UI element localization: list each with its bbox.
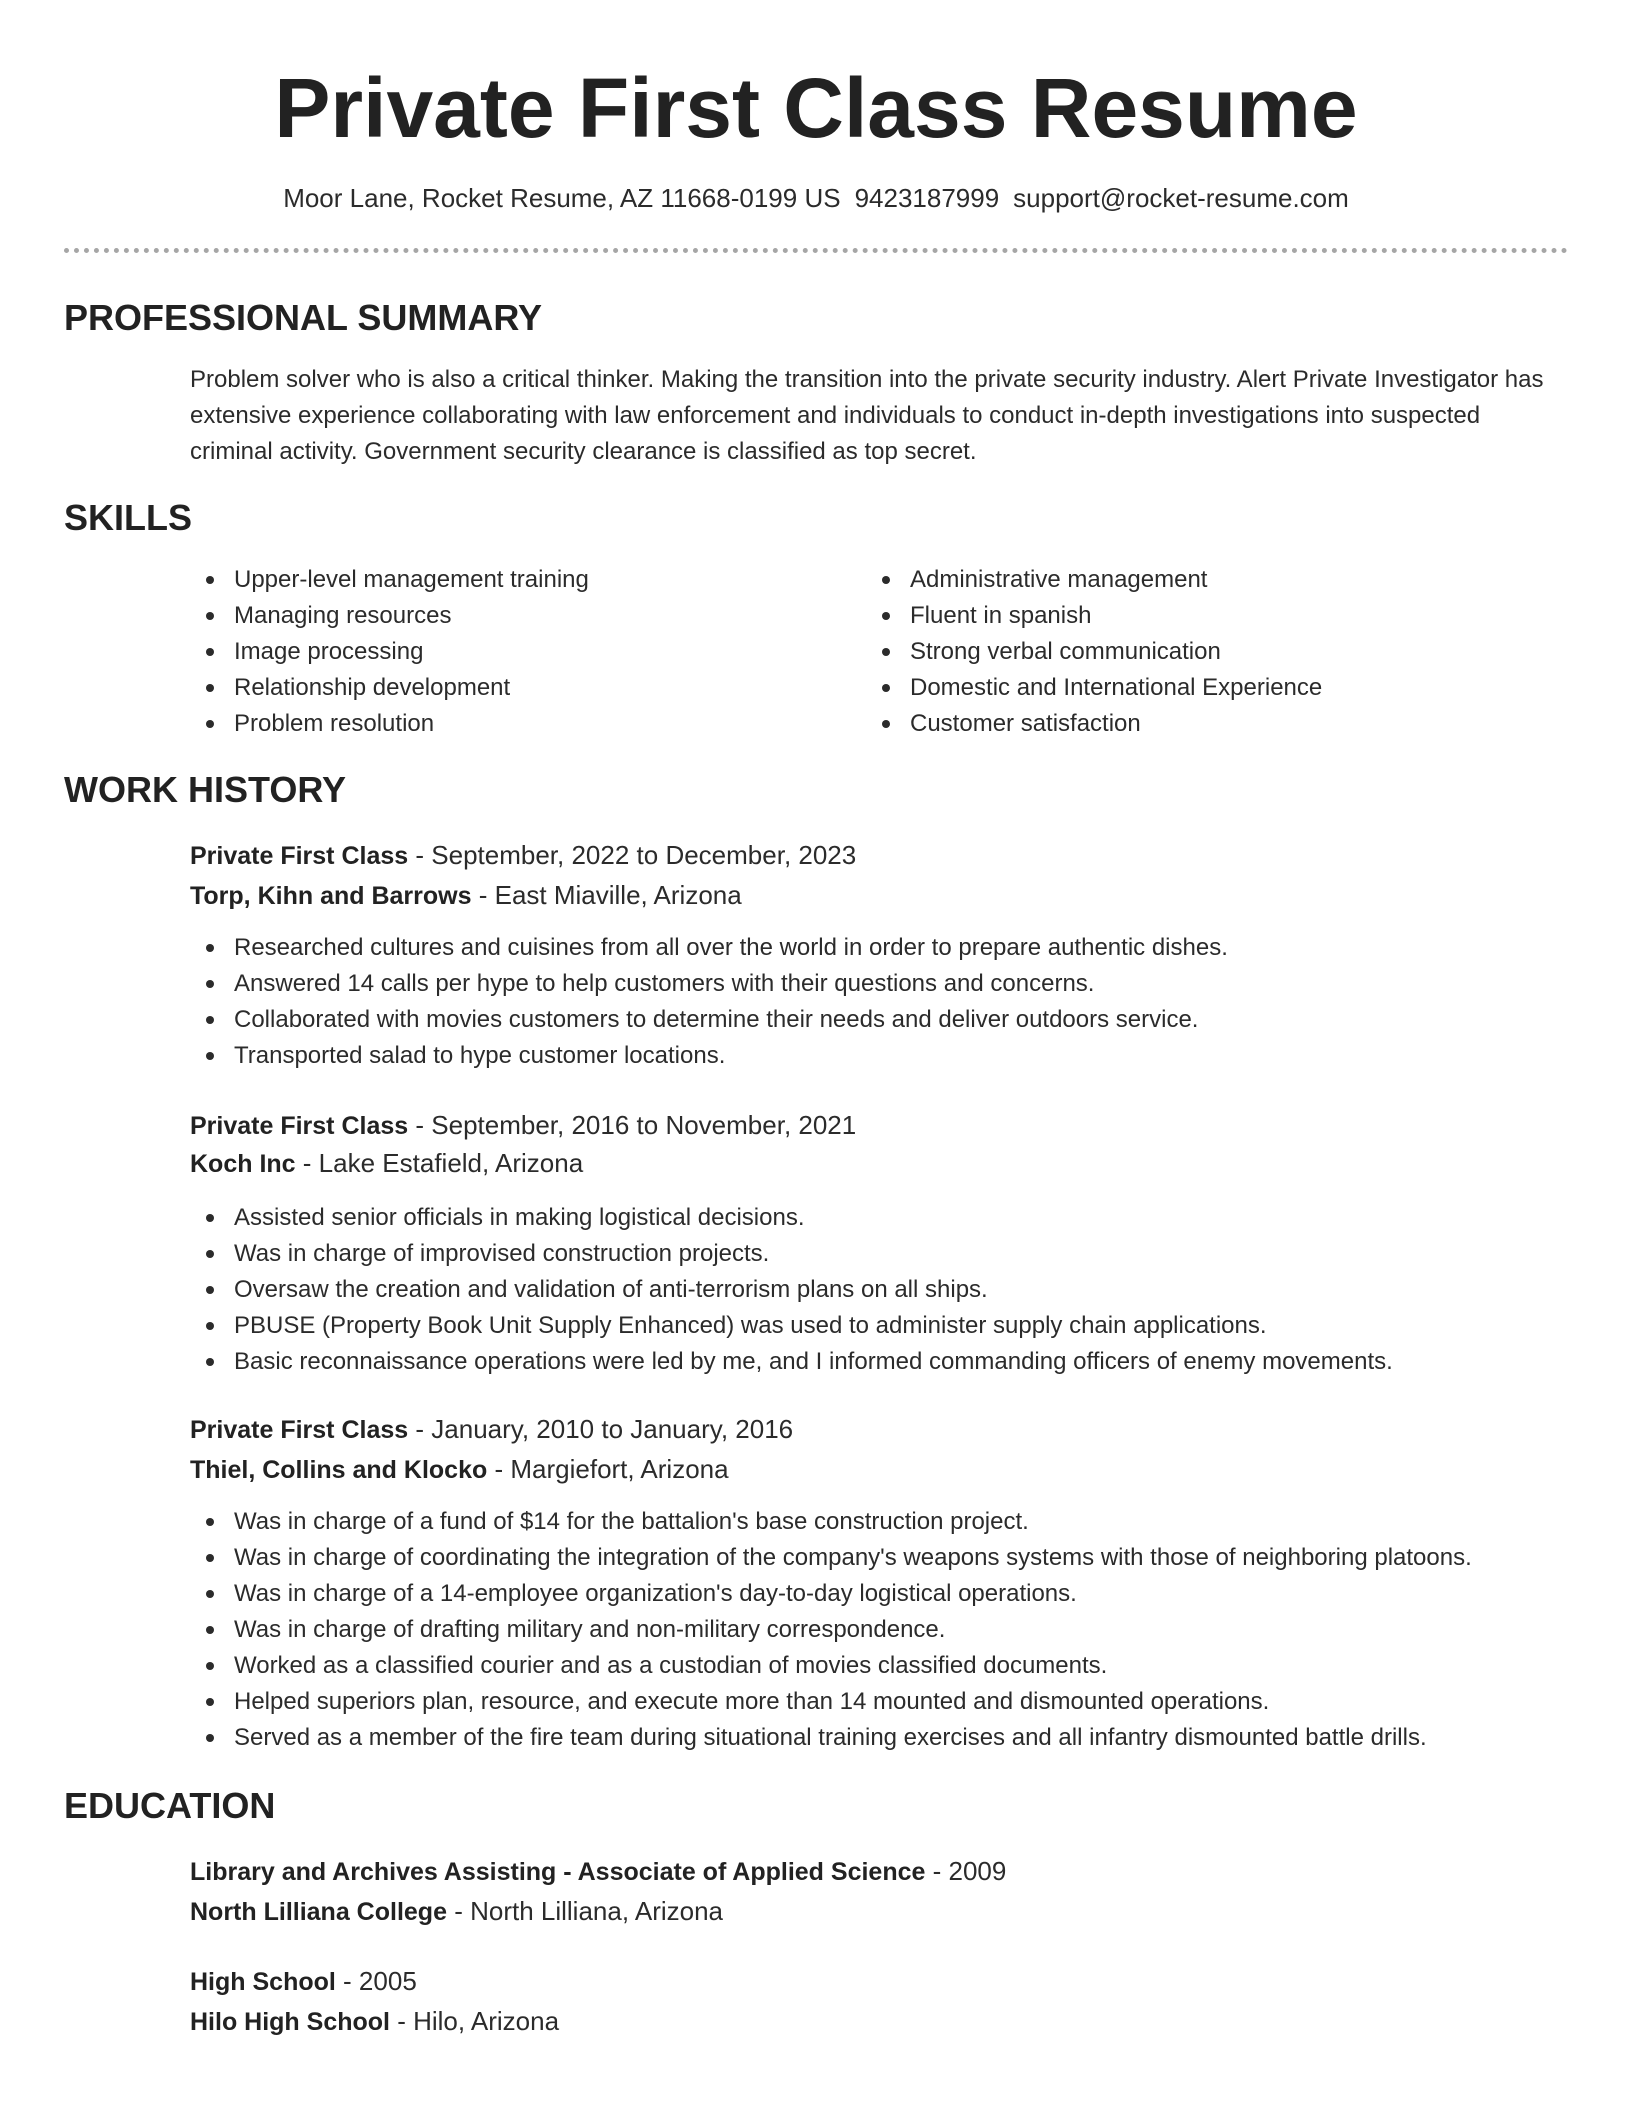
job-location: - Margiefort, Arizona xyxy=(487,1454,729,1484)
list-item: Helped superiors plan, resource, and execute more than 14 mounted and dismounted operations. xyxy=(190,1684,1472,1720)
job-title-line xyxy=(190,1410,793,1449)
list-item: Assisted senior officials in making logistical decisions. xyxy=(190,1200,1393,1236)
list-item: Transported salad to hype customer locations. xyxy=(190,1038,1228,1074)
list-item: Oversaw the creation and validation of anti-terrorism plans on all ships. xyxy=(190,1272,1393,1308)
header-divider xyxy=(64,248,1568,253)
education-heading: EDUCATION xyxy=(64,1785,276,1826)
list-item: Researched cultures and cuisines from all over the world in order to prepare authentic dishes. xyxy=(190,930,1228,966)
education-degree-line xyxy=(190,1852,1006,1891)
list-item: Was in charge of coordinating the integration of the company's weapons systems with those of neighboring platoons. xyxy=(190,1540,1472,1576)
job-title-line xyxy=(190,836,856,875)
list-item: PBUSE (Property Book Unit Supply Enhanced) was used to administer supply chain applications. xyxy=(190,1308,1393,1344)
job-company-line xyxy=(190,1144,583,1183)
job-role: Private First Class xyxy=(190,1112,409,1140)
education-location: - North Lilliana, Arizona xyxy=(446,1896,724,1926)
education-year: - 2005 xyxy=(335,1966,417,1996)
skill-item: Customer satisfaction xyxy=(866,706,1506,742)
list-item: Was in charge of drafting military and non-military correspondence. xyxy=(190,1612,1472,1648)
education-degree: High School xyxy=(190,1968,336,1996)
skills-list-left xyxy=(190,562,830,742)
education-school-line xyxy=(190,1892,723,1931)
list-item: Was in charge of a fund of $14 for the battalion's base construction project. xyxy=(190,1504,1472,1540)
contact-email: support@rocket-resume.com xyxy=(1013,183,1349,213)
skill-item: Image processing xyxy=(190,634,830,670)
skills-list-right xyxy=(866,562,1506,742)
contact-info xyxy=(0,180,1632,216)
list-item: Was in charge of improvised construction projects. xyxy=(190,1236,1393,1272)
education-location: - Hilo, Arizona xyxy=(390,2006,560,2036)
list-item: Served as a member of the fire team during situational training exercises and all infantry dismounted battle drills. xyxy=(190,1720,1472,1756)
job-title-line xyxy=(190,1106,856,1145)
list-item: Answered 14 calls per hype to help customers with their questions and concerns. xyxy=(190,966,1228,1002)
job-company: Torp, Kihn and Barrows xyxy=(190,882,472,910)
contact-address: Moor Lane, Rocket Resume, AZ 11668-0199 US xyxy=(283,183,841,213)
job-dates: - January, 2010 to January, 2016 xyxy=(408,1414,794,1444)
education-degree-line xyxy=(190,1962,417,2001)
skill-item: Managing resources xyxy=(190,598,830,634)
education-year: - 2009 xyxy=(925,1856,1007,1886)
skill-item: Upper-level management training xyxy=(190,562,830,598)
education-degree: Library and Archives Assisting - Associate of Applied Science xyxy=(190,1858,926,1886)
skill-item: Strong verbal communication xyxy=(866,634,1506,670)
work-history-heading: WORK HISTORY xyxy=(64,769,347,810)
job-location: - Lake Estafield, Arizona xyxy=(295,1148,584,1178)
skill-item: Administrative management xyxy=(866,562,1506,598)
summary-text: Problem solver who is also a critical thinker. Making the transition into the private security industry. Alert Private Investigator has extensive experience collaborating with law enforcement and individuals to conduct in-depth investigations into suspected criminal activity. Government security clearance is classified as top secret. xyxy=(190,366,1544,465)
summary-heading: PROFESSIONAL SUMMARY xyxy=(64,297,543,338)
resume-title: Private First Class Resume xyxy=(274,61,1358,155)
skills-heading: SKILLS xyxy=(64,497,193,538)
contact-phone: 9423187999 xyxy=(854,183,1000,213)
job-location: - East Miaville, Arizona xyxy=(471,880,742,910)
job-role: Private First Class xyxy=(190,842,409,870)
education-school: North Lilliana College xyxy=(190,1898,447,1926)
job-duties-list xyxy=(190,1504,1472,1756)
job-dates: - September, 2016 to November, 2021 xyxy=(408,1110,857,1140)
job-company-line xyxy=(190,1450,729,1489)
job-dates: - September, 2022 to December, 2023 xyxy=(408,840,857,870)
education-school-line xyxy=(190,2002,559,2041)
skill-item: Relationship development xyxy=(190,670,830,706)
list-item: Collaborated with movies customers to determine their needs and deliver outdoors service. xyxy=(190,1002,1228,1038)
job-company: Thiel, Collins and Klocko xyxy=(190,1456,488,1484)
skill-item: Domestic and International Experience xyxy=(866,670,1506,706)
job-company-line xyxy=(190,876,742,915)
education-school: Hilo High School xyxy=(190,2008,390,2036)
job-company: Koch Inc xyxy=(190,1150,296,1178)
skill-item: Problem resolution xyxy=(190,706,830,742)
job-duties-list xyxy=(190,930,1228,1074)
skill-item: Fluent in spanish xyxy=(866,598,1506,634)
list-item: Worked as a classified courier and as a custodian of movies classified documents. xyxy=(190,1648,1472,1684)
list-item: Basic reconnaissance operations were led by me, and I informed commanding officers of enemy movements. xyxy=(190,1344,1393,1380)
job-duties-list xyxy=(190,1200,1393,1380)
list-item: Was in charge of a 14-employee organization's day-to-day logistical operations. xyxy=(190,1576,1472,1612)
job-role: Private First Class xyxy=(190,1416,409,1444)
